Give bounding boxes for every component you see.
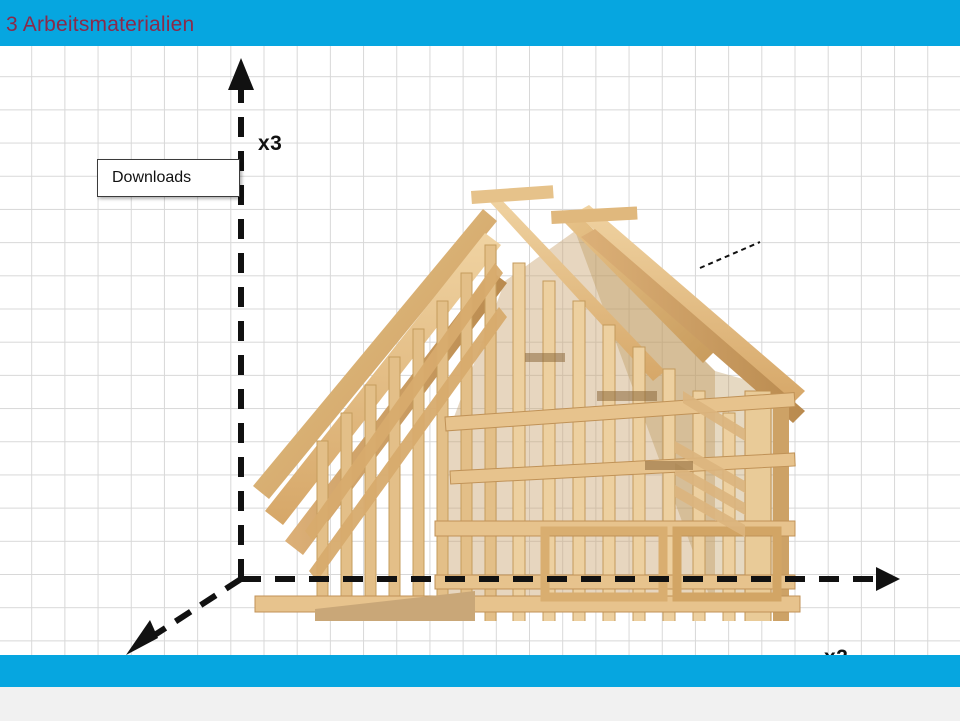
downloads-button-label: Downloads: [112, 169, 192, 186]
axis-label-x3: x3: [258, 132, 283, 155]
page-title: 3 Arbeitsmaterialien: [6, 13, 195, 36]
downloads-button[interactable]: [97, 159, 240, 197]
bottom-strip: [0, 687, 960, 721]
grid-canvas: [0, 46, 960, 655]
footer-bar: [0, 655, 960, 687]
timber-frame-house-image: [245, 141, 805, 621]
